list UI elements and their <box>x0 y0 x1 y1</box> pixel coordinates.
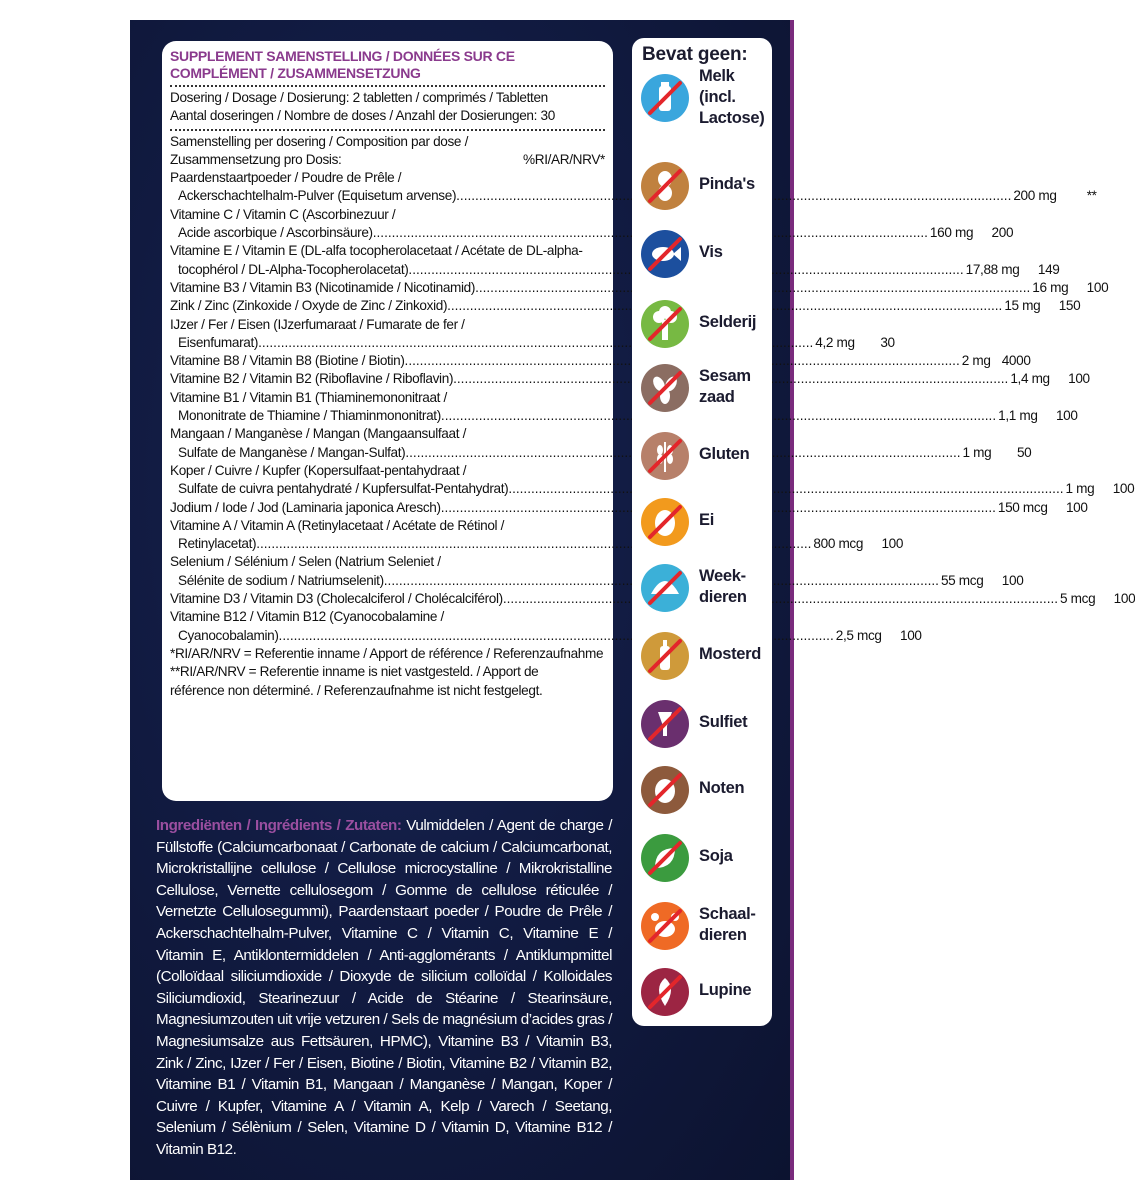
milk-icon <box>641 74 689 122</box>
nutrient-nrv: 100 <box>1065 499 1088 515</box>
nutrient-row <box>170 279 1109 297</box>
allergen-label: Selderij <box>699 313 757 331</box>
nutrient-nrv: 100 <box>1112 481 1135 497</box>
peanut-icon <box>641 162 689 210</box>
allergen-label: Soja <box>699 847 733 865</box>
nutrient-amount: 2,5 mcg <box>835 627 882 643</box>
nutrient-nrv: 149 <box>1037 261 1060 277</box>
dosage-line: Dosering / Dosage / Dosierung: 2 tabletten / comprimés / Tabletten <box>170 90 548 105</box>
allergen-free-panel <box>632 38 772 1026</box>
gluten-icon <box>641 432 689 480</box>
nutrient-amount: 1 mg <box>962 444 992 460</box>
allergen-label: Sulfiet <box>699 713 748 731</box>
lupin-icon <box>641 968 689 1016</box>
allergen-item <box>641 432 769 488</box>
nutrient-amount: 15 mg <box>1004 298 1041 314</box>
nutrient-description: Sulfate de Manganèse / Mangan-Sulfat) <box>178 444 406 460</box>
allergen-item <box>641 230 769 286</box>
nutrient-name: Paardenstaartpoeder / Poudre de Prêle / <box>170 170 402 186</box>
nutrient-description: Vitamine D3 / Vitamin D3 (Cholecalciferol / Cholécalciférol) <box>170 591 503 607</box>
allergen-item <box>641 67 769 130</box>
dotted-divider <box>170 129 605 131</box>
nutrient-description: Vitamine B8 / Vitamin B8 (Biotine / Biotin) <box>170 353 405 369</box>
composition-label-2: Zusammensetzung pro Dosis: <box>170 151 342 167</box>
ingredients-body: Vulmiddelen / Agent de charge / Füllstoffe (Calciumcarbonaat / Carbonate de calcium / Calciumcarbonat, Microkristallijne cellulose / Cellulose microcystalline / Mikrokristalline Cellulose, Vernette cellulosegom / Gomme de cellulose réticulée / Vernetzte Cellulosegummi), Paardenstaart poeder / Poudre de Prêle / Ackerschachtelhalm-Pulver, Vitamine C / Vitamin C, Vitamine E / Vitamin E, Antiklontermiddelen / Anti-agglomérants / Antiklumpmittel (Colloïdaal siliciumdioxide / Dioxyde de silicium colloïdal / Kolloidales Siliciumdioxid, Stearinezuur / Acide de Stéarine / Stearinsäure, Magnesiumzouten uit vrije vetzuren / Sels de magnésium d’acides gras / Magnesiumsalze aus Fettsäuren, HPMC), Vitamine B3 / Vitamin B3, Zink / Zinc, IJzer / Fer / Eisen, Biotine / Biotin, Vitamine B2 / Vitamin B2, Vitamine B1 / Vitamin B1, Mangaan / Manganèse / Mangan, Koper / Cuivre / Kupfer, Vitamine A / Vitamin A, Kelp / Varech / Seetang, Selenium / Sélènium / Selen, Vitamine D / Vitamin D, Vitamine B12 / Vitamin B12. <box>156 817 612 1158</box>
allergen-label: Sesam zaad <box>699 367 751 406</box>
fish-icon <box>641 230 689 278</box>
sulphite-icon <box>641 700 689 748</box>
nutrient-row <box>170 352 1031 370</box>
nutrient-amount: 800 mcg <box>813 536 864 552</box>
dotted-divider <box>170 85 605 87</box>
allergen-item <box>641 834 769 890</box>
nutrient-row <box>170 407 1078 425</box>
allergen-item <box>641 968 769 1024</box>
nutrient-nrv: 150 <box>1058 298 1081 314</box>
nutrient-row <box>170 187 1097 205</box>
dot-leader <box>508 480 1063 498</box>
nutrient-description: Vitamine B3 / Vitamin B3 (Nicotinamide / Nicotinamid) <box>170 279 476 295</box>
nutrient-name: Vitamine B12 / Vitamin B12 (Cyanocobalamine / <box>170 609 444 625</box>
nutrient-nrv: 200 <box>991 225 1014 241</box>
allergen-label: Lupine <box>699 981 752 999</box>
egg-icon <box>641 498 689 546</box>
allergen-item <box>641 632 769 688</box>
crustacean-icon <box>641 902 689 950</box>
nutrient-description: tocophérol / DL-Alpha-Tocopherolacetat) <box>178 261 409 277</box>
allergen-item <box>641 564 769 620</box>
nutrient-nrv: 100 <box>1055 408 1078 424</box>
nutrient-description: Ackerschachtelhalm-Pulver (Equisetum arvense) <box>178 188 457 204</box>
nutrient-amount: 17,88 mg <box>965 261 1020 277</box>
nutrient-row <box>170 297 1081 315</box>
sesame-icon <box>641 364 689 412</box>
nutrient-name: Koper / Cuivre / Kupfer (Kopersulfaat-pentahydraat / <box>170 462 467 478</box>
nutrient-amount: 2 mg <box>961 353 991 369</box>
allergen-label: Ei <box>699 511 714 529</box>
supplement-title: SUPPLEMENT SAMENSTELLING / DONNÉES SUR CE COMPLÉMENT / ZUSAMMENSETZUNG <box>170 48 515 81</box>
nutrient-description: Sélénite de sodium / Natriumselenit) <box>178 572 384 588</box>
allergen-label: Noten <box>699 779 745 797</box>
allergen-label: Melk (incl. Lactose) <box>699 67 765 127</box>
nutrient-nrv: 100 <box>1001 572 1024 588</box>
allergen-item <box>641 364 769 420</box>
nutrient-description: Cyanocobalamin) <box>178 627 279 643</box>
mustard-icon <box>641 632 689 680</box>
allergen-label: Pinda's <box>699 175 755 193</box>
nutrient-name: Selenium / Sélénium / Selen (Natrium Seleniet / <box>170 554 441 570</box>
allergen-item <box>641 766 769 822</box>
nutrient-row <box>170 370 1090 388</box>
allergen-label: Week- dieren <box>699 567 747 606</box>
allergen-label: Mosterd <box>699 645 762 663</box>
allergen-item <box>641 162 769 218</box>
nutrient-name: Vitamine E / Vitamin E (DL-alfa tocopherolacetaat / Acétate de DL-alpha- <box>170 243 583 259</box>
nutrient-row <box>170 627 922 645</box>
nutrient-description: Eisenfumarat) <box>178 334 259 350</box>
nuts-icon <box>641 766 689 814</box>
nutrient-nrv: ** <box>1086 188 1097 204</box>
nutrient-amount: 4,2 mg <box>815 334 855 350</box>
nutrient-description: Zink / Zinc (Zinkoxide / Oxyde de Zinc / Zinkoxid) <box>170 298 448 314</box>
nutrient-description: Mononitrate de Thiamine / Thiaminmononitrat) <box>178 408 441 424</box>
nutrient-name: Vitamine B1 / Vitamin B1 (Thiaminemononitraat / <box>170 389 447 405</box>
allergen-item <box>641 902 769 958</box>
nutrient-row <box>170 535 904 553</box>
footnote-2b: référence non déterminé. / Referenzaufnahme ist nicht festgelegt. <box>170 682 543 698</box>
nutrient-amount: 55 mcg <box>940 572 984 588</box>
nutrient-row <box>170 480 1135 498</box>
nutrient-name: IJzer / Fer / Eisen (IJzerfumaraat / Fumarate de fer / <box>170 316 465 332</box>
nutrient-nrv: 100 <box>1113 591 1135 607</box>
footnote-2a: **RI/AR/NRV = Referentie inname is niet vastgesteld. / Apport de <box>170 664 539 680</box>
ingredients-text <box>156 815 612 1161</box>
nutrient-amount: 150 mcg <box>997 499 1048 515</box>
nutrient-amount: 5 mcg <box>1060 591 1096 607</box>
nutrient-amount: 1,4 mg <box>1010 371 1050 387</box>
nutrient-nrv: 100 <box>1086 279 1109 295</box>
nutrient-amount: 160 mg <box>929 225 974 241</box>
nutrient-description: Vitamine B2 / Vitamin B2 (Riboflavine / Riboflavin) <box>170 371 454 387</box>
nutrient-row <box>170 499 1088 517</box>
celery-icon <box>641 300 689 348</box>
allergen-label: Vis <box>699 243 723 261</box>
nutrient-row <box>170 572 1024 590</box>
nutrient-description: Sulfate de cuivra pentahydraté / Kupfersulfat-Pentahydrat) <box>178 481 509 497</box>
nutrient-description: Retinylacetat) <box>178 536 257 552</box>
nutrient-row <box>170 224 1014 242</box>
nutrient-amount: 200 mg <box>1013 188 1057 204</box>
nutrient-nrv: 50 <box>1016 444 1032 460</box>
mollusc-icon <box>641 564 689 612</box>
nrv-header: %RI/AR/NRV* <box>522 151 605 167</box>
nutrient-amount: 16 mg <box>1032 279 1069 295</box>
nutrient-name: Vitamine A / Vitamin A (Retinylacetaat / Acétate de Rétinol / <box>170 517 505 533</box>
allergen-item <box>641 700 769 756</box>
allergen-item <box>641 300 769 356</box>
composition-header <box>170 151 605 169</box>
nutrient-nrv: 30 <box>880 334 895 350</box>
nutrient-amount: 1,1 mg <box>998 408 1038 424</box>
nutrient-row <box>170 590 1135 608</box>
nutrient-description: Jodium / Iode / Jod (Laminaria japonica Aresch) <box>170 499 441 515</box>
doses-line: Aantal doseringen / Nombre de doses / Anzahl der Dosierungen: 30 <box>170 108 555 124</box>
nutrient-row <box>170 261 1060 279</box>
soy-icon <box>641 834 689 882</box>
allergen-label: Gluten <box>699 445 750 463</box>
allergen-title: Bevat geen: <box>642 44 748 65</box>
nutrient-amount: 1 mg <box>1065 481 1095 497</box>
composition-label: Samenstelling per dosering / Composition par dose / <box>170 133 468 149</box>
nutrient-nrv: 100 <box>900 627 922 643</box>
ingredients-label: Ingrediënten / Ingrédients / Zutaten: <box>156 817 402 834</box>
nutrient-description: Acide ascorbique / Ascorbinsäure) <box>178 225 373 241</box>
nutrient-name: Mangaan / Manganèse / Mangan (Mangaansulfaat / <box>170 426 467 442</box>
nutrient-nrv: 4000 <box>1001 353 1031 369</box>
dot-leader <box>503 590 1058 608</box>
allergen-item <box>641 498 769 554</box>
nutrient-nrv: 100 <box>881 536 904 552</box>
nutrient-row <box>170 334 895 352</box>
nutrient-nrv: 100 <box>1068 371 1090 387</box>
footnote-1: *RI/AR/NRV = Referentie inname / Apport de référence / Referenzaufnahme <box>170 645 604 661</box>
allergen-label: Schaal- dieren <box>699 905 756 944</box>
nutrient-name: Vitamine C / Vitamin C (Ascorbinezuur / <box>170 206 396 222</box>
